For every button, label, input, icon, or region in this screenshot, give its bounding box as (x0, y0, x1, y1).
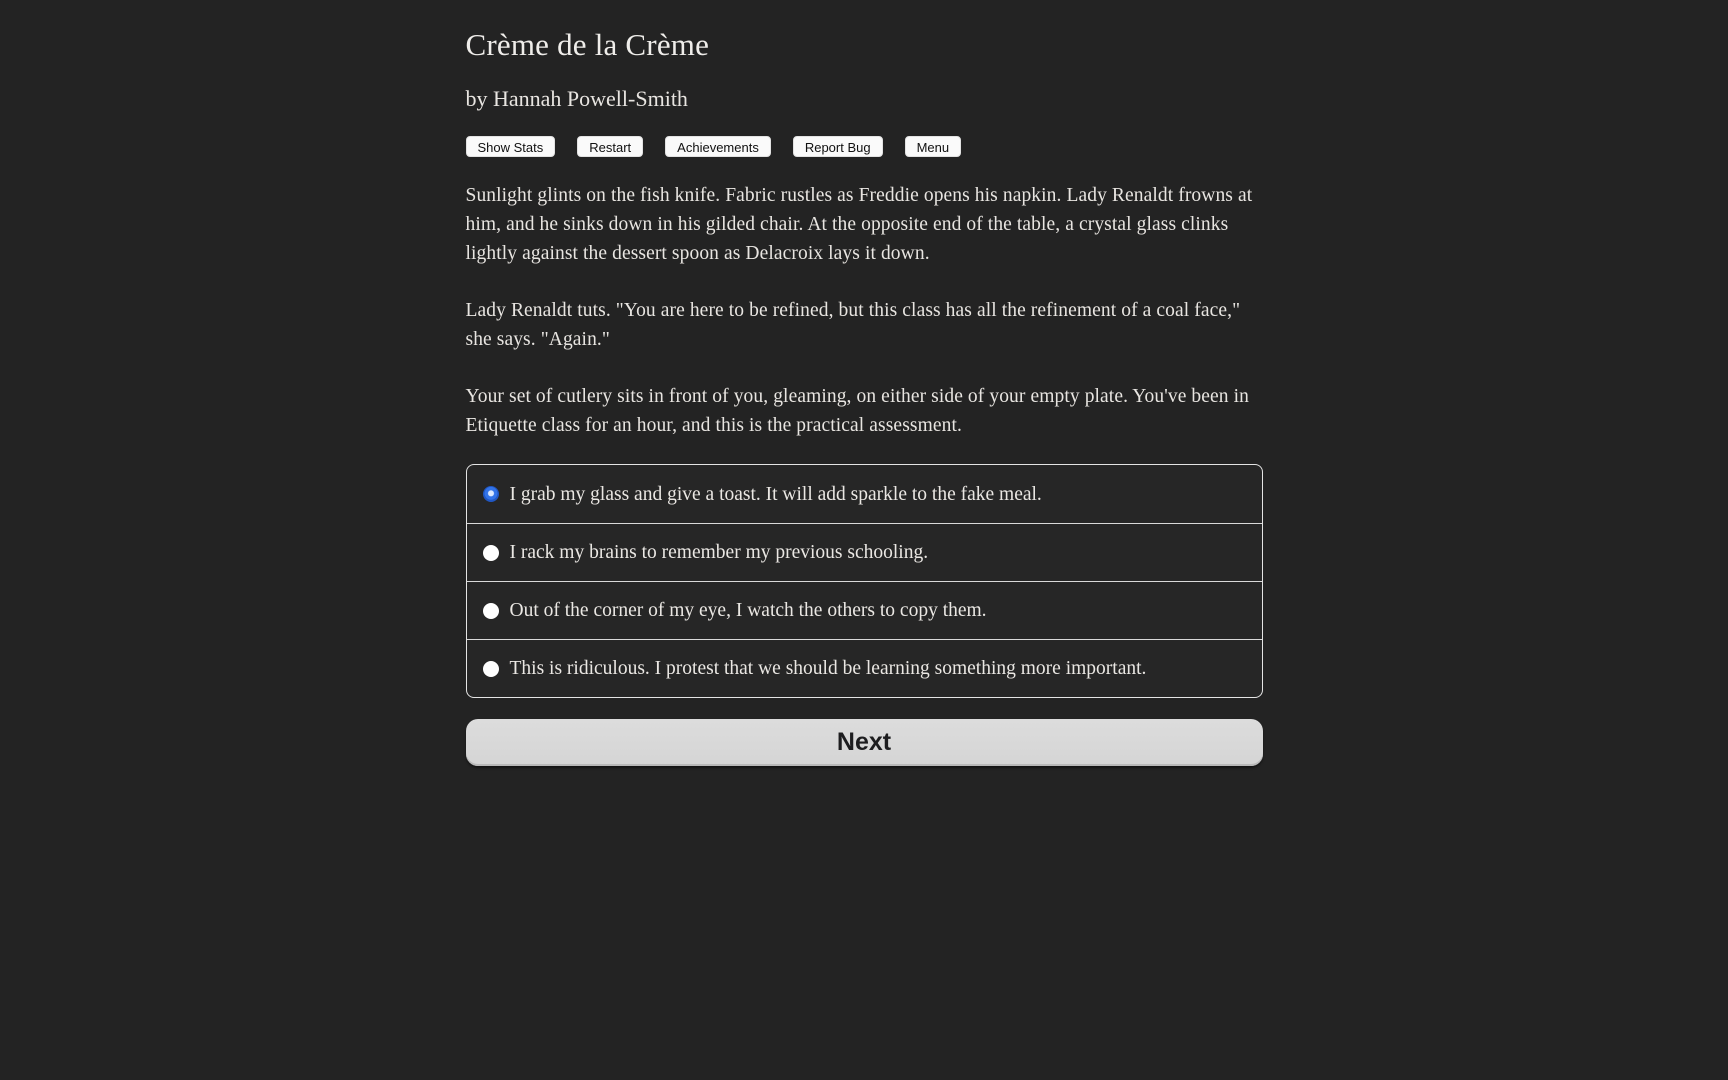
next-button[interactable]: Next (466, 719, 1263, 766)
achievements-button[interactable]: Achievements (665, 136, 771, 157)
toolbar (466, 136, 1263, 157)
choice-list (466, 464, 1263, 698)
game-title: Crème de la Crème (465, 27, 710, 62)
story-paragraph: Sunlight glints on the fish knife. Fabric rustles as Freddie opens his napkin. Lady Renaldt frowns at him, and he sinks down in his gilded chair. At the opposite end of the table, a crystal glass clinks lightly against the dessert spoon as Delacroix lays it down. (465, 185, 1253, 264)
show-stats-button[interactable]: Show Stats (466, 136, 556, 157)
story-paragraph: Lady Renaldt tuts. "You are here to be refined, but this class has all the refinement of a coal face," she says. "Again." (465, 300, 1241, 350)
story-text (466, 181, 1263, 440)
radio-icon[interactable] (483, 661, 499, 677)
restart-button[interactable]: Restart (577, 136, 643, 157)
choice-option-protest[interactable] (467, 639, 1262, 697)
choice-option-remember-schooling[interactable] (467, 523, 1262, 581)
choice-option-toast[interactable] (467, 465, 1262, 523)
game-page (466, 0, 1263, 766)
choice-label: This is ridiculous. I protest that we should be learning something more important. (509, 658, 1147, 679)
radio-icon[interactable] (483, 545, 499, 561)
choice-option-watch-others[interactable] (467, 581, 1262, 639)
radio-icon[interactable] (483, 486, 499, 502)
report-bug-button[interactable]: Report Bug (793, 136, 883, 157)
menu-button[interactable]: Menu (905, 136, 962, 157)
byline: by Hannah Powell-Smith (465, 86, 688, 111)
story-paragraph: Your set of cutlery sits in front of you, gleaming, on either side of your empty plate. You've been in Etiquette class for an hour, and this is the practical assessment. (465, 386, 1249, 436)
choice-label: I grab my glass and give a toast. It will add sparkle to the fake meal. (509, 483, 1042, 505)
choice-label: I rack my brains to remember my previous schooling. (509, 542, 929, 563)
choice-label: Out of the corner of my eye, I watch the others to copy them. (509, 600, 987, 621)
radio-icon[interactable] (483, 603, 499, 619)
